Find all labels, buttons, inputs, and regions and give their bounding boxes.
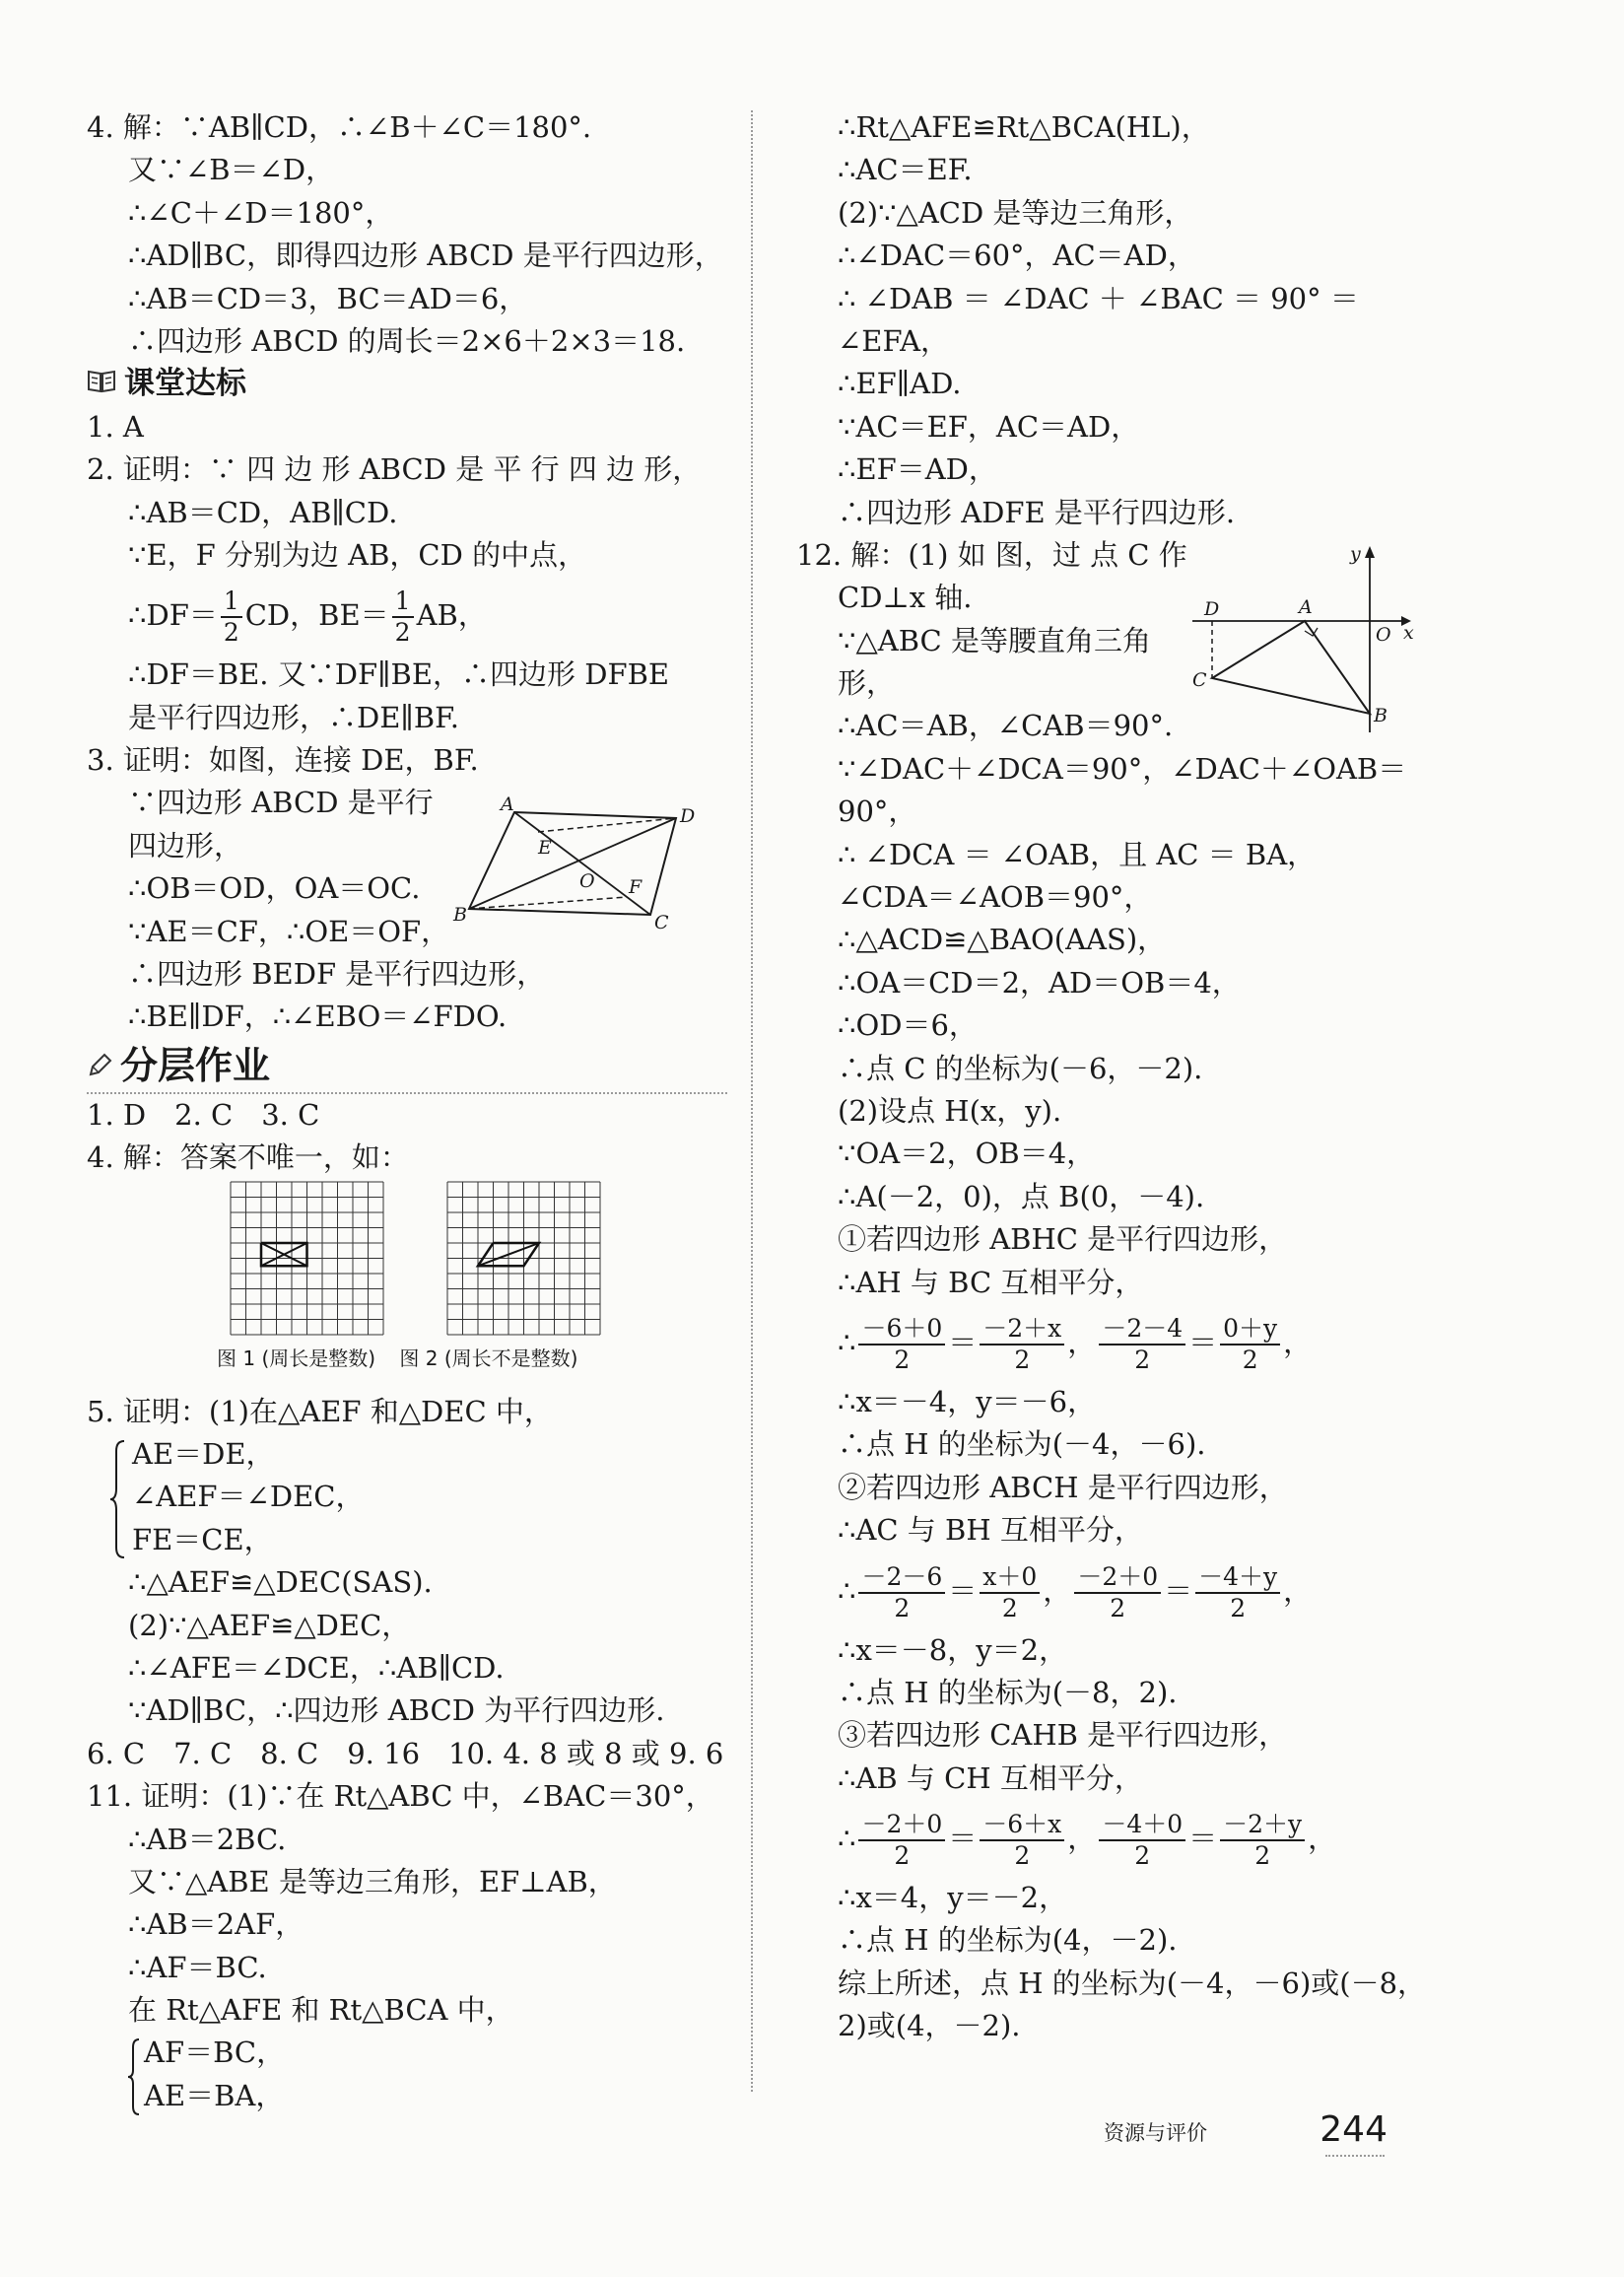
text-line: ∴EF＝AD， [838,452,997,487]
label-y: y [1350,543,1361,565]
text-line: ∵AE＝CF，∴OE＝OF， [128,914,450,948]
text-line: ∴AB 与 CH 互相平分， [838,1760,1143,1795]
formula-line: ∴ $\frac{-2+0}{2}$ ＝ $\frac{-6+x}{2}$ ， $\frac{-4+0}{2}$ ＝ $\frac{-2+y}{2}$ ， [838,1810,1337,1871]
text-line: 3. 证明：如图，连接 DE，BF. [87,743,479,778]
label-D: D [1204,598,1220,620]
section-title: 课堂达标 [124,366,246,402]
grid-figures-svg [87,1180,737,1347]
text-line: (2)设点 H(x，y). [838,1093,1062,1128]
label-A: A [1299,596,1313,618]
text-line: ∴AB＝CD＝3，BC＝AD＝6， [128,281,528,315]
text-line: 12. 解：(1) 如 图，过 点 C 作 [796,537,1187,572]
text-line: ∴AB＝2AF， [128,1907,304,1942]
label-B: B [1374,705,1387,726]
system-of-equations [87,1433,737,1561]
text-line: ∴A(－2，0)，点 B(0，－4). [838,1179,1205,1213]
text-line: ∴OA＝CD＝2，AD＝OB＝4， [838,965,1241,1000]
book-icon [87,363,116,405]
text-line: ∴ ∠DCA ＝ ∠OAB，且 AC ＝ BA， [838,837,1317,871]
text-line: ∵AD∥BC，∴四边形 ABCD 为平行四边形. [128,1693,665,1728]
text-line: 5. 证明：(1)在△AEF 和△DEC 中， [87,1394,553,1428]
text-line: ∴∠DAC＝60°，AC＝AD， [838,239,1196,273]
system-of-equations [87,2032,737,2117]
parallelogram-figure [453,794,696,933]
text-line: ∴点 H 的坐标为(4，－2). [838,1923,1178,1958]
text-line: ∴BE∥DF，∴∠EBO＝∠FDO. [128,1000,508,1034]
label-O: O [1376,624,1391,646]
footer-underline [1325,2155,1385,2157]
section-title: 分层作业 [120,1043,271,1087]
text-line: ∵AC＝EF，AC＝AD， [838,409,1140,444]
text-line: 1. D 2. C 3. C [87,1097,320,1132]
grid-captions [217,1343,595,1371]
text-line: (2)∵△AEF≌△DEC， [128,1608,411,1642]
text-line: ∴OD＝6， [838,1008,978,1043]
left-brace [108,1439,128,1559]
text-line: ∴AH 与 BC 互相平分， [838,1265,1144,1299]
footer-source: 资源与评价 [1104,2121,1207,2145]
right-column [796,106,1427,2048]
text-line: ∴Rt△AFE≌Rt△BCA(HL)， [838,110,1210,144]
text-line: ∴点 H 的坐标为(－8，2). [838,1675,1178,1709]
text-line: ∴AB＝2BC. [128,1822,287,1856]
text-line: ∴∠AFE＝∠DCE，∴AB∥CD. [128,1650,505,1685]
text-line: 又∵∠B＝∠D， [128,153,335,187]
text-line: ∵△ABC 是等腰直角三角 [838,623,1151,657]
label-B: B [453,904,467,926]
caption-figure-2: 图 2 (周长不是整数) [399,1346,578,1370]
text-line: ∵OA＝2，OB＝4， [838,1137,1096,1171]
label-C: C [1192,669,1207,691]
label-x: x [1403,622,1414,644]
text-line: 2)或(4，－2). [838,2009,1021,2043]
text-line: 又∵△ABE 是等边三角形，EF⊥AB， [128,1864,617,1898]
text-line: ∴AC 与 BH 互相平分， [838,1513,1143,1548]
label-F: F [629,876,643,898]
formula-line: ∴DF＝ $\frac{1}{2}$ CD，BE＝ $\frac{1}{2}$ AB， [128,586,487,648]
text-line: (2)∵△ACD 是等边三角形， [838,195,1193,230]
text-line: ∴AC＝AB，∠CAB＝90°. [838,709,1174,743]
text-line: ∴∠C＋∠D＝180°， [128,195,394,230]
label-E: E [538,837,552,859]
text-line: ∴四边形 ADFE 是平行四边形. [838,495,1236,529]
text-line: ∴△ACD≌△BAO(AAS)， [838,923,1167,957]
text-line: 形， [838,666,896,701]
grid-figure-1 [231,1182,383,1335]
text-line: ∴四边形 BEDF 是平行四边形， [128,957,546,992]
fraction: $\frac{1}{2}$ [221,586,242,648]
text-line: 是平行四边形，∴DE∥BF. [128,700,459,734]
label-A: A [501,794,514,815]
section-heading-homework [87,1039,727,1094]
equation-line: AF＝BC， [144,2036,286,2070]
pen-icon [87,1039,112,1092]
text-line: ∴AF＝BC. [128,1950,267,1984]
text-line: ∴点 H 的坐标为(－4，－6). [838,1427,1206,1462]
formula-line: ∴ $\frac{-6+0}{2}$ ＝ $\frac{-2+x}{2}$ ， $\frac{-2-4}{2}$ ＝ $\frac{0+y}{2}$ ， [838,1313,1313,1374]
label-D: D [680,805,696,827]
text-line: ①若四边形 ABHC 是平行四边形， [838,1222,1288,1257]
text-line: CD⊥x 轴. [838,581,973,615]
text-line: 90°， [838,794,917,829]
section-heading-classroom [87,363,737,405]
text-line: ∴OB＝OD，OA＝OC. [128,871,421,906]
grid-figures [87,1180,737,1347]
label-O: O [579,870,595,892]
text-line: ∵四边形 ABCD 是平行 [128,786,434,820]
text-line: 1. A [87,409,144,444]
text-line: ∠CDA＝∠AOB＝90°， [838,880,1153,915]
text-line: ∴x＝－4，y＝－6， [838,1384,1097,1418]
text-line: 6. C 7. C 8. C 9. 16 10. 4. 8 或 8 或 9. 6 [87,1736,724,1770]
left-column [87,106,737,2117]
equation-line: ∠AEF＝∠DEC， [132,1480,365,1514]
coordinate-figure [1183,540,1419,737]
text-line: ∠EFA， [838,323,950,358]
text-line: ∴x＝4，y＝－2， [838,1881,1068,1915]
equation-line: AE＝BA， [144,2078,285,2112]
text-line: ∴EF∥AD. [838,367,962,401]
text-line: ∴AB＝CD，AB∥CD. [128,495,398,529]
text-line: ∴四边形 ABCD 的周长＝2×6＋2×3＝18. [128,323,686,358]
text-line: ∴点 C 的坐标为(－6，－2). [838,1051,1203,1085]
label-C: C [654,912,669,933]
text-line: 在 Rt△AFE 和 Rt△BCA 中， [128,1993,514,2028]
text-line: ∴AC＝EF. [838,153,973,187]
equation-line: AE＝DE， [132,1436,275,1471]
equation-line: FE＝CE， [132,1522,273,1556]
grid-figure-2 [447,1182,600,1335]
text-line: 2. 证明：∵ 四 边 形 ABCD 是 平 行 四 边 形， [87,452,702,487]
text-line: ∴ ∠DAB ＝ ∠DAC ＋ ∠BAC ＝ 90° ＝ [838,281,1359,315]
text-line: 4. 解：∵AB∥CD，∴∠B＋∠C＝180°. [87,110,592,144]
formula-line: ∴ $\frac{-2-6}{2}$ ＝ $\frac{x+0}{2}$ ， $\frac{-2+0}{2}$ ＝ $\frac{-4+y}{2}$ ， [838,1561,1313,1622]
left-brace [126,2037,142,2116]
page-number: 244 [1320,2109,1387,2150]
text-line: 四边形， [128,828,243,862]
text-line: 综上所述，点 H 的坐标为(－4，－6)或(－8， [838,1966,1427,2000]
text-line: 11. 证明：(1)∵在 Rt△ABC 中，∠BAC＝30°， [87,1779,714,1814]
text-line: ∵∠DAC＋∠DCA＝90°，∠DAC＋∠OAB＝ [838,751,1407,786]
text-line: ∴AD∥BC，即得四边形 ABCD 是平行四边形， [128,239,723,273]
fraction: $\frac{1}{2}$ [392,586,414,648]
text-line: ∵E，F 分别为边 AB，CD 的中点， [128,537,587,572]
column-divider [751,110,753,2092]
text-line: ②若四边形 ABCH 是平行四边形， [838,1470,1288,1504]
text-line: 4. 解：答案不唯一，如： [87,1140,409,1175]
caption-figure-1: 图 1 (周长是整数) [217,1346,376,1370]
text-line: ③若四边形 CAHB 是平行四边形， [838,1718,1288,1753]
text-line: ∴DF＝BE. 又∵DF∥BE，∴四边形 DFBE [128,657,670,692]
text-line: ∴△AEF≌△DEC(SAS). [128,1565,433,1600]
text-line: ∴x＝－8，y＝2， [838,1632,1068,1667]
